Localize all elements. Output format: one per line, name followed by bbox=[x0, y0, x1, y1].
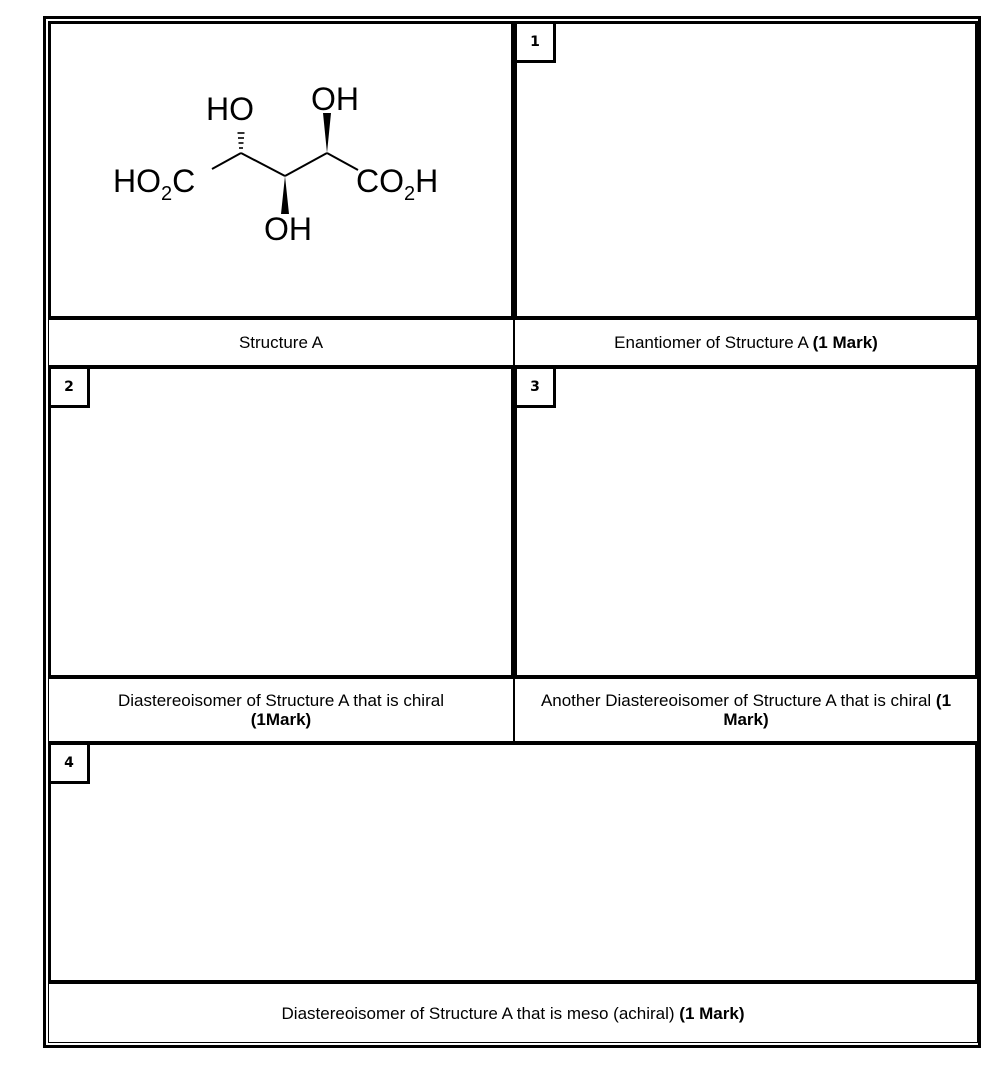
box-number-1: 1 bbox=[514, 21, 556, 63]
label-ho-top: HO bbox=[206, 91, 254, 127]
structure-a-molecule bbox=[51, 24, 511, 316]
caption-box-4 bbox=[48, 983, 978, 1043]
answer-box-3[interactable] bbox=[514, 366, 978, 678]
caption-box-1-text: Enantiomer of Structure A bbox=[614, 333, 808, 352]
worksheet-frame bbox=[43, 16, 981, 1048]
label-oh-top: OH bbox=[311, 81, 359, 117]
hashed-wedge-bond bbox=[238, 133, 245, 148]
caption-box-1 bbox=[514, 319, 978, 366]
box-number-2: 2 bbox=[48, 366, 90, 408]
label-ho2c: $HO_2C$ bbox=[113, 163, 196, 205]
bond-c4-c5 bbox=[327, 153, 358, 170]
solid-wedge-bond-bottom bbox=[281, 176, 289, 214]
answer-box-2[interactable] bbox=[48, 366, 514, 678]
caption-box-1-mark: (1 Mark) bbox=[812, 333, 878, 352]
answer-box-4[interactable] bbox=[48, 742, 978, 983]
caption-structure-a bbox=[48, 319, 514, 366]
caption-box-3-mark: (1 Mark) bbox=[723, 691, 952, 729]
caption-box-3 bbox=[514, 678, 978, 742]
caption-structure-a-text: Structure A bbox=[238, 333, 324, 352]
solid-wedge-bond-top bbox=[323, 113, 331, 153]
box-number-3: 3 bbox=[514, 366, 556, 408]
label-oh-bottom: OH bbox=[264, 211, 312, 247]
caption-box-4-mark: (1 Mark) bbox=[679, 1003, 745, 1023]
caption-box-4-text: Diastereoisomer of Structure A that is meso (achiral) bbox=[281, 1003, 675, 1023]
caption-box-2-mark: (1Mark) bbox=[250, 710, 312, 729]
bond-c1-c2 bbox=[212, 153, 241, 169]
bond-c2-c3 bbox=[241, 153, 285, 176]
label-co2h: $CO_2H$ bbox=[356, 163, 439, 205]
box-number-4: 4 bbox=[48, 742, 90, 784]
structure-a-box bbox=[48, 21, 514, 319]
answer-box-1[interactable] bbox=[514, 21, 978, 319]
caption-box-3-text: Another Diastereoisomer of Structure A that is chiral bbox=[540, 691, 932, 710]
caption-box-2 bbox=[48, 678, 514, 742]
caption-box-2-text: Diastereoisomer of Structure A that is chiral bbox=[118, 691, 444, 710]
bond-c3-c4 bbox=[285, 153, 327, 176]
